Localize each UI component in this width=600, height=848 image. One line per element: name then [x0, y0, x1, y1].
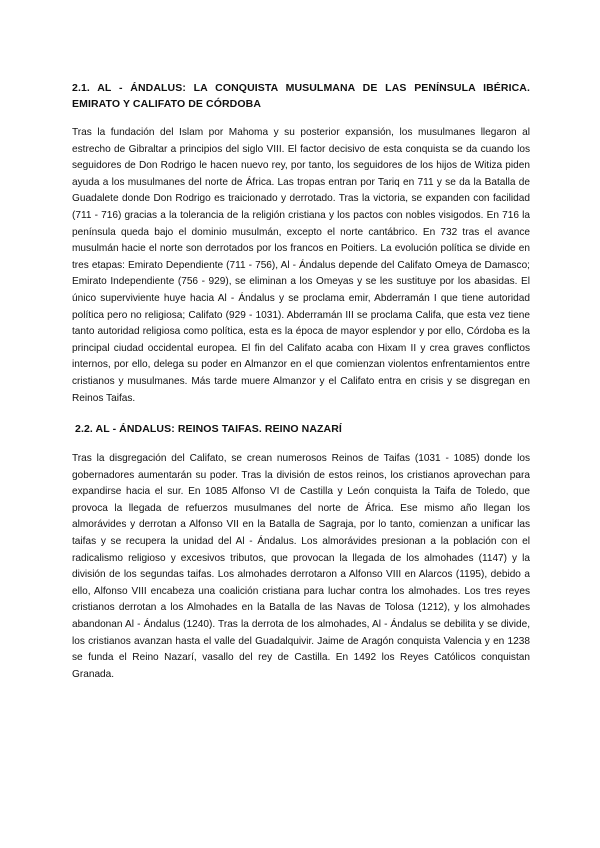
section-heading-reinos-taifas: 2.2. AL - ÁNDALUS: REINOS TAIFAS. REINO NAZARÍ [75, 423, 342, 436]
document-page [72, 80, 530, 683]
section-body-reinos-taifas: Tras la disgregación del Califato, se crean numerosos Reinos de Taifas (1031 - 1085) donde los gobernadores aumentarán su poder. Tras la división de estos reinos, los cristianos aprovechan para expandirse hacia el sur. En 1085 Alfonso VI de Castilla y León conquista la Taifa de Toledo, que provoca la llegada de refuerzos musulmanes del norte de África. Ese mismo año llegan los almorávides y derrotan a Alfonso VII en la Batalla de Sagraja, por lo tanto, comienzan a unificar las taifas y se recupera la unidad del Al - Ándalus. Los almorávides presionan a la población con el radicalismo religioso y excesivos tributos, que provocan la llegada de los almohades (1147) y la división de los segundas taifas. Los almohades derrotaron a Alfonso VIII en Alarcos (1195), debido a ello, Alfonso VIII encabeza una coalición cristiana para luchar contra los almohades. Los tres reyes cristianos derrotan a los Almohades en la Batalla de las Navas de Tolosa (1212), y los almohades abandonan Al - Ándalus (1240). Tras la derrota de los almohades, Al - Ándalus se debilita y se divide, los cristianos avanzan hasta el valle del Guadalquivir. Jaime de Aragón conquista Valencia y en 1238 se funda el Reino Nazarí, vasallo del rey de Castilla. En 1492 los Reyes Católicos conquistan Granada. [72, 453, 530, 680]
section-body-emirato-califato: Tras la fundación del Islam por Mahoma y su posterior expansión, los musulmanes llegaron al estrecho de Gibraltar a principios del siglo VIII. El factor decisivo de esta conquista se da cuando los seguidores de Don Rodrigo le hacen nuevo rey, por tanto, los seguidores de los hijos de Witiza piden ayuda a los musulmanes del norte de África. Las tropas entran por Tariq en 711 y se da la Batalla de Guadalete donde Don Rodrigo es traicionado y derrotado. Tras la victoria, se expanden con facilidad (711 - 716) gracias a la tolerancia de la religión cristiana y los pactos con nobles visigodos. En 716 la península queda bajo el dominio musulmán, excepto el norte cantábrico. En 732 tras el avance musulmán hacie el norte son derrotados por los francos en Poitiers. La evolución política se divide en tres etapas: Emirato Dependiente (711 - 756), Al - Ándalus depende del Califato Omeya de Damasco; Emirato Independiente (756 - 929), se eliminan a los Omeyas y se les sustituye por los abasidas. El único superviviente huye hacia Al - Ándalus y se proclama emir, Abderramán I que tiene autoridad política pero no religiosa; Califato (929 - 1031). Abderramán III se proclama Califa, que esta vez tiene tanto autoridad religiosa como política, esta es la época de mayor esplendor y por ello, Córdoba es la principal ciudad occidental europea. El fin del Califato acaba con Hixam II y crea graves conflictos internos, por ello, delega su poder en Almanzor en el que comienzan violentos enfrentamientos entre cristianos y musulmanes. Más tarde muere Almanzor y el Califato entra en crisis y se disgregan en Reinos Taifas. [72, 127, 530, 404]
section-heading-emirato-califato: 2.1. AL - ÁNDALUS: LA CONQUISTA MUSULMANA DE LAS PENÍNSULA IBÉRICA. EMIRATO Y CALIFATO DE CÓRDOBA [72, 82, 530, 110]
